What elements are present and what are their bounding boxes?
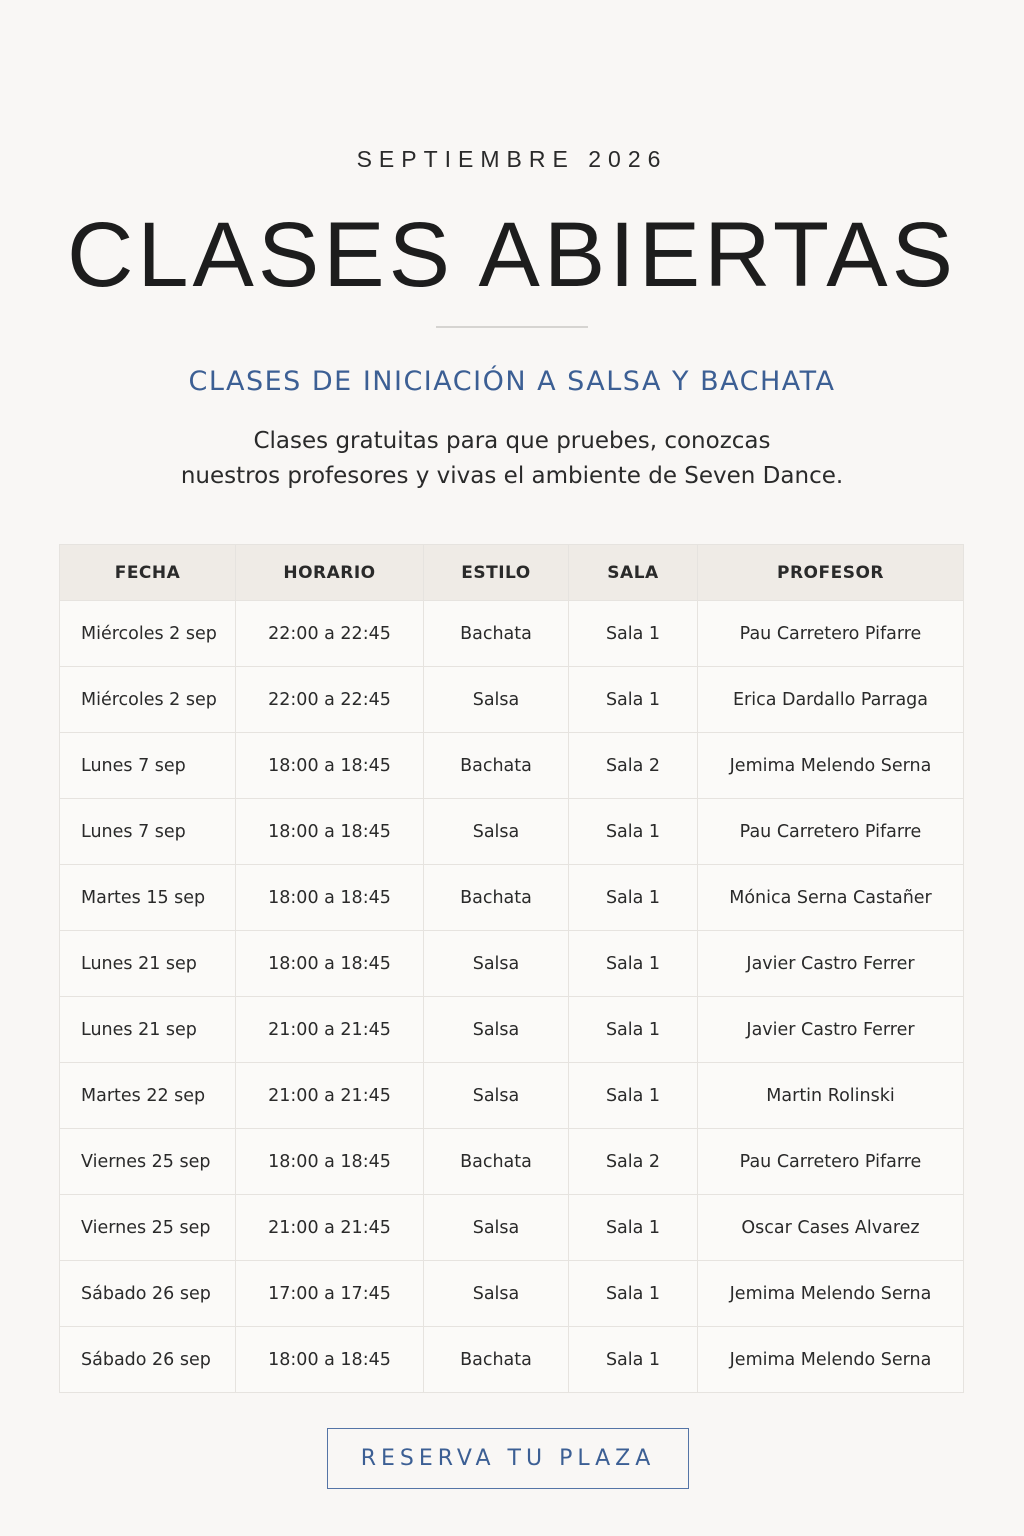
cell-estilo: Bachata <box>424 601 569 667</box>
table-row <box>60 1129 964 1195</box>
cell-horario: 18:00 a 18:45 <box>236 799 424 865</box>
cell-estilo: Bachata <box>424 865 569 931</box>
cell-profesor: Pau Carretero Pifarre <box>698 601 964 667</box>
cell-fecha: Lunes 21 sep <box>60 931 236 997</box>
cell-horario: 18:00 a 18:45 <box>236 865 424 931</box>
reserve-button-label: RESERVA TU PLAZA <box>360 1446 656 1471</box>
cell-sala: Sala 1 <box>569 601 698 667</box>
cell-sala: Sala 1 <box>569 1327 698 1393</box>
cell-horario: 18:00 a 18:45 <box>236 733 424 799</box>
cell-sala: Sala 2 <box>569 733 698 799</box>
cell-estilo: Salsa <box>424 1063 569 1129</box>
column-header-fecha: FECHA <box>60 545 236 601</box>
cell-estilo: Salsa <box>424 1195 569 1261</box>
description-line-1: Clases gratuitas para que pruebes, conozcas <box>253 428 771 454</box>
cell-sala: Sala 1 <box>569 667 698 733</box>
cell-horario: 21:00 a 21:45 <box>236 1195 424 1261</box>
cell-fecha: Viernes 25 sep <box>60 1195 236 1261</box>
cell-fecha: Lunes 7 sep <box>60 799 236 865</box>
cell-profesor: Pau Carretero Pifarre <box>698 799 964 865</box>
cell-sala: Sala 1 <box>569 799 698 865</box>
table-row <box>60 1327 964 1393</box>
cell-fecha: Viernes 25 sep <box>60 1129 236 1195</box>
table-row <box>60 997 964 1063</box>
cell-estilo: Salsa <box>424 1261 569 1327</box>
cell-profesor: Jemima Melendo Serna <box>698 733 964 799</box>
table-header-row <box>60 545 964 601</box>
table-row <box>60 1195 964 1261</box>
cell-sala: Sala 1 <box>569 865 698 931</box>
title-divider <box>436 326 588 328</box>
page-title: CLASES ABIERTAS <box>66 204 958 306</box>
cell-fecha: Lunes 21 sep <box>60 997 236 1063</box>
cell-estilo: Salsa <box>424 667 569 733</box>
cell-estilo: Bachata <box>424 1327 569 1393</box>
cell-fecha: Miércoles 2 sep <box>60 601 236 667</box>
cell-horario: 22:00 a 22:45 <box>236 601 424 667</box>
cell-profesor: Erica Dardallo Parraga <box>698 667 964 733</box>
cell-horario: 17:00 a 17:45 <box>236 1261 424 1327</box>
cell-sala: Sala 1 <box>569 1063 698 1129</box>
table-row <box>60 667 964 733</box>
page-subtitle: CLASES DE INICIACIÓN A SALSA Y BACHATA <box>188 366 836 397</box>
cell-profesor: Jemima Melendo Serna <box>698 1261 964 1327</box>
table-row <box>60 601 964 667</box>
cell-fecha: Sábado 26 sep <box>60 1261 236 1327</box>
cell-horario: 18:00 a 18:45 <box>236 1129 424 1195</box>
cell-estilo: Bachata <box>424 733 569 799</box>
column-header-sala: SALA <box>569 545 698 601</box>
cell-profesor: Jemima Melendo Serna <box>698 1327 964 1393</box>
column-header-estilo: ESTILO <box>424 545 569 601</box>
cell-profesor: Mónica Serna Castañer <box>698 865 964 931</box>
cell-sala: Sala 1 <box>569 1195 698 1261</box>
cell-horario: 22:00 a 22:45 <box>236 667 424 733</box>
cell-estilo: Salsa <box>424 799 569 865</box>
cell-horario: 18:00 a 18:45 <box>236 1327 424 1393</box>
table-row <box>60 1261 964 1327</box>
cell-horario: 21:00 a 21:45 <box>236 1063 424 1129</box>
table-row <box>60 733 964 799</box>
table-row <box>60 799 964 865</box>
reserve-button[interactable] <box>327 1428 689 1489</box>
cell-horario: 18:00 a 18:45 <box>236 931 424 997</box>
cell-profesor: Oscar Cases Alvarez <box>698 1195 964 1261</box>
cell-sala: Sala 1 <box>569 997 698 1063</box>
cell-profesor: Javier Castro Ferrer <box>698 931 964 997</box>
cell-estilo: Salsa <box>424 931 569 997</box>
table-row <box>60 865 964 931</box>
month-eyebrow: SEPTIEMBRE 2026 <box>356 146 668 172</box>
column-header-profesor: PROFESOR <box>698 545 964 601</box>
table-row <box>60 931 964 997</box>
column-header-horario: HORARIO <box>236 545 424 601</box>
cell-profesor: Javier Castro Ferrer <box>698 997 964 1063</box>
cell-estilo: Bachata <box>424 1129 569 1195</box>
cell-estilo: Salsa <box>424 997 569 1063</box>
cell-profesor: Pau Carretero Pifarre <box>698 1129 964 1195</box>
schedule-table <box>59 544 964 1393</box>
cell-fecha: Sábado 26 sep <box>60 1327 236 1393</box>
cell-fecha: Lunes 7 sep <box>60 733 236 799</box>
cell-fecha: Martes 22 sep <box>60 1063 236 1129</box>
description-line-2: nuestros profesores y vivas el ambiente de Seven Dance. <box>180 463 844 489</box>
page-description <box>0 424 1024 494</box>
cell-sala: Sala 1 <box>569 1261 698 1327</box>
cell-fecha: Miércoles 2 sep <box>60 667 236 733</box>
cell-sala: Sala 1 <box>569 931 698 997</box>
cell-horario: 21:00 a 21:45 <box>236 997 424 1063</box>
cell-fecha: Martes 15 sep <box>60 865 236 931</box>
cell-profesor: Martin Rolinski <box>698 1063 964 1129</box>
table-row <box>60 1063 964 1129</box>
cell-sala: Sala 2 <box>569 1129 698 1195</box>
